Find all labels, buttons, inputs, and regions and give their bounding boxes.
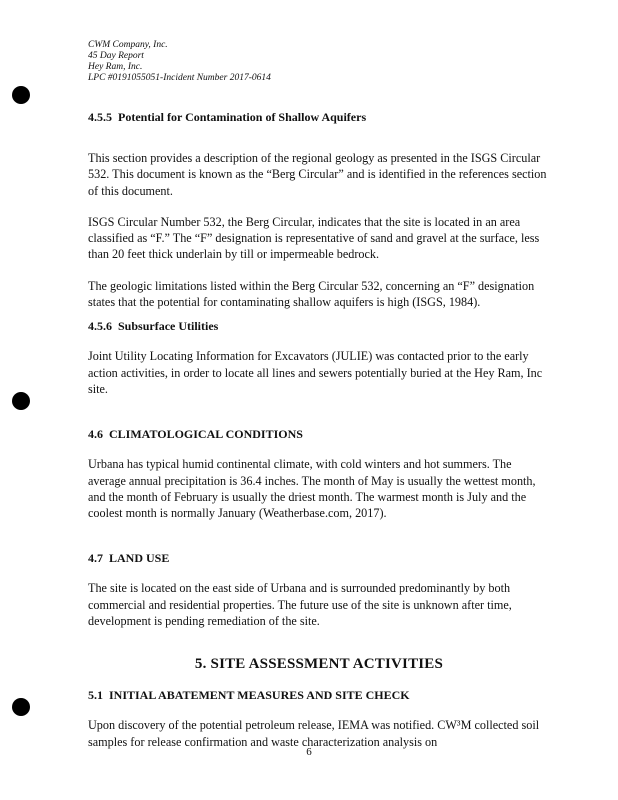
header-company: CWM Company, Inc. [88, 40, 168, 50]
paragraph-climate: Urbana has typical humid continental climate, with cold winters and hot summers. The average annual precipitation is 36.4 inches. The month of May is usually the wettest month, and the month of February is usually the driest month. The warmest month is July and the coolest month is normally January (Weatherbase.com, 2017). [88, 457, 536, 521]
heading-title: Potential for Contamination of Shallow Aquifers [118, 110, 367, 124]
heading-title: Subsurface Utilities [118, 319, 219, 334]
heading-title: INITIAL ABATEMENT MEASURES AND SITE CHECK [109, 688, 410, 703]
paragraph-berg-classification: ISGS Circular Number 532, the Berg Circular, indicates that the site is located in an area classified as “F.” The “F” designation is representative of sand and gravel at the surface, less than 20 feet thick underlain by till or impermeable bedrock. [88, 214, 540, 262]
heading-4-6 [88, 427, 550, 441]
heading-title: CLIMATOLOGICAL CONDITIONS [109, 427, 303, 442]
heading-section-5: 5. SITE ASSESSMENT ACTIVITIES [194, 656, 444, 673]
document-header [88, 40, 271, 84]
page-body [88, 110, 550, 750]
heading-4-7 [88, 551, 550, 565]
heading-number: 4.7 [88, 551, 103, 566]
heading-4-5-5 [88, 110, 550, 124]
punch-hole-top [12, 86, 30, 104]
heading-number: 4.5.5 [88, 110, 112, 124]
heading-number: 5.1 [88, 688, 103, 703]
heading-number: 4.6 [88, 427, 103, 442]
punch-hole-middle [12, 392, 30, 410]
page-number: 6 [306, 746, 312, 758]
header-incident: LPC #0191055051-Incident Number 2017-0614 [88, 73, 271, 83]
paragraph-berg-intro: This section provides a description of the regional geology as presented in the ISGS Circular 532. This document is known as the “Berg Circular” and is identified in the references section of this document. [88, 151, 547, 198]
header-report-type: 45 Day Report [88, 51, 144, 61]
header-client: Hey Ram, Inc. [88, 62, 143, 72]
heading-5-1 [88, 688, 550, 702]
punch-hole-bottom [12, 698, 30, 716]
paragraph-julie: Joint Utility Locating Information for Excavators (JULIE) was contacted prior to the early action activities, in order to locate all lines and sewers potentially buried at the Hey Ram, Inc site. [88, 349, 543, 396]
paragraph-land-use: The site is located on the east side of Urbana and is surrounded predominantly by both commercial and residential properties. The future use of the site is unknown after time, development is pending remediation of the site. [88, 581, 512, 629]
heading-4-5-6 [88, 319, 550, 333]
paragraph-berg-limitations: The geologic limitations listed within the Berg Circular 532, concerning an “F” designation states that the potential for contaminating shallow aquifers is high (ISGS, 1984). [88, 278, 535, 310]
paragraph-initial-abatement: Upon discovery of the potential petroleum release, IEMA was notified. CW³M collected soil samples for release confirmation and waste characterization analysis on [88, 718, 540, 749]
heading-number: 4.5.6 [88, 319, 112, 334]
heading-title: LAND USE [109, 551, 170, 566]
